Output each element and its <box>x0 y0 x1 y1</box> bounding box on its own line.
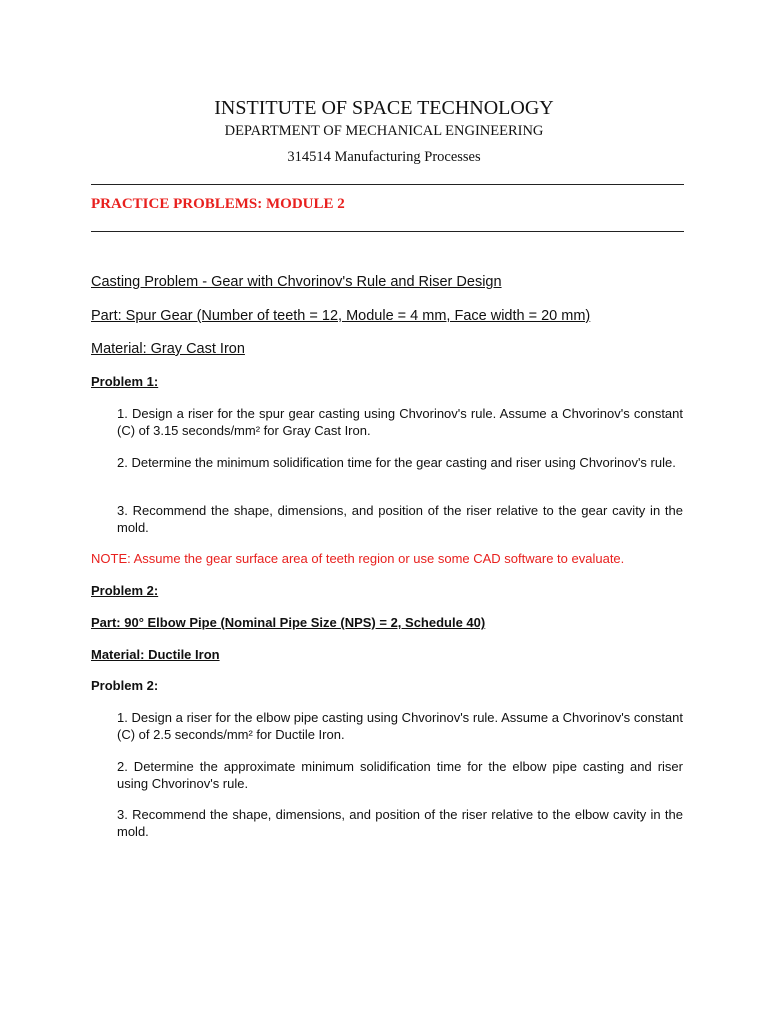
course-name: 314514 Manufacturing Processes <box>287 149 481 165</box>
spur-gear-part: Part: Spur Gear (Number of teeth = 12, Module = 4 mm, Face width = 20 mm) <box>91 308 591 324</box>
problem-2-item-3: 3. Recommend the shape, dimensions, and position of the riser relative to the elbow cavity in the mold. <box>117 807 683 839</box>
problem-2-label: Problem 2: <box>91 583 159 598</box>
casting-problem-title: Casting Problem - Gear with Chvorinov's Rule and Riser Design <box>91 274 502 290</box>
note-text: NOTE: Assume the gear surface area of teeth region or use some CAD software to evaluate. <box>91 551 625 566</box>
problem-1-item-1: 1. Design a riser for the spur gear casting using Chvorinov's rule. Assume a Chvorinov's constant (C) of 3.15 seconds/mm² for Gray Cast Iron. <box>117 406 683 438</box>
gear-material: Material: Gray Cast Iron <box>91 341 245 357</box>
problem-2-item-1: 1. Design a riser for the elbow pipe casting using Chvorinov's rule. Assume a Chvorinov's constant (C) of 2.5 seconds/mm² for Ductile Iron. <box>117 710 683 742</box>
pipe-material: Material: Ductile Iron <box>91 647 220 662</box>
problem-1-label: Problem 1: <box>91 374 159 389</box>
problem-1-item-2: 2. Determine the minimum solidification time for the gear casting and riser using Chvorinov's rule. <box>117 455 676 470</box>
top-divider <box>91 184 684 185</box>
elbow-pipe-part: Part: 90° Elbow Pipe (Nominal Pipe Size (NPS) = 2, Schedule 40) <box>91 615 486 630</box>
problem-2-label-repeat: Problem 2: <box>91 678 159 693</box>
institute-title: INSTITUTE OF SPACE TECHNOLOGY <box>214 97 554 119</box>
bottom-divider <box>91 231 684 232</box>
problem-1-item-3: 3. Recommend the shape, dimensions, and position of the riser relative to the gear cavity in the mold. <box>117 503 683 535</box>
section-title: PRACTICE PROBLEMS: MODULE 2 <box>91 196 345 212</box>
department-name: DEPARTMENT OF MECHANICAL ENGINEERING <box>224 123 544 139</box>
problem-2-item-2: 2. Determine the approximate minimum solidification time for the elbow pipe casting and riser using Chvorinov's rule. <box>117 759 683 791</box>
